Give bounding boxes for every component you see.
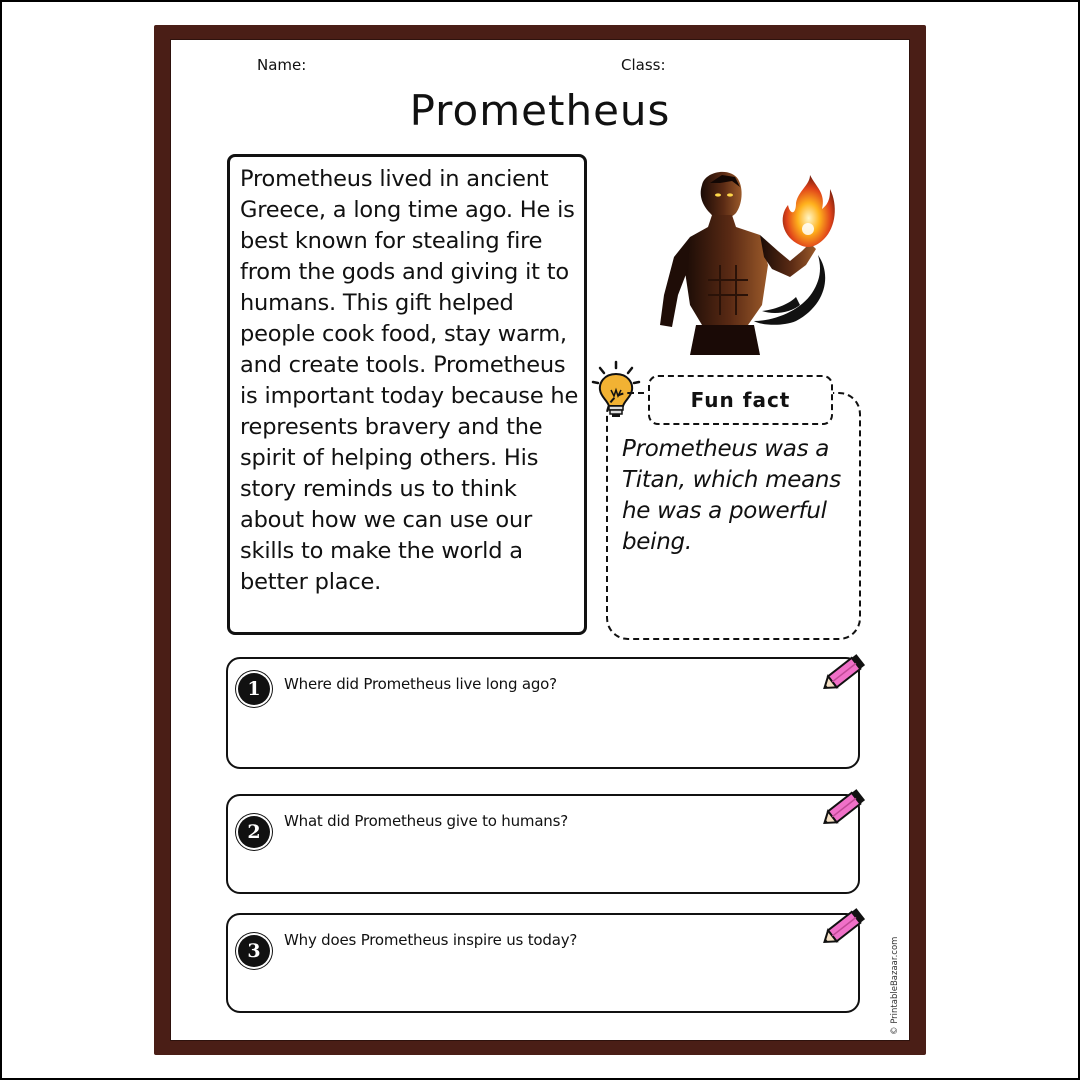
prometheus-figure-illustration: [650, 165, 840, 355]
class-label: Class:: [621, 56, 666, 74]
question-3-answer-box[interactable]: [226, 913, 860, 1013]
question-3-number-badge: 3: [238, 935, 270, 967]
name-label: Name:: [257, 56, 307, 74]
copyright-watermark: © PrintableBazaar.com: [890, 936, 900, 1035]
question-1-answer-box[interactable]: [226, 657, 860, 769]
question-1-text: Where did Prometheus live long ago?: [284, 675, 557, 693]
pencil-icon: [818, 785, 870, 833]
question-1-number-badge: 1: [238, 673, 270, 705]
question-2-text: What did Prometheus give to humans?: [284, 812, 568, 830]
pencil-icon: [818, 904, 870, 952]
question-3-text: Why does Prometheus inspire us today?: [284, 931, 578, 949]
question-2-answer-box[interactable]: [226, 794, 860, 894]
fun-fact-heading: Fun fact: [648, 375, 833, 425]
question-2-number-badge: 2: [238, 816, 270, 848]
page-title: Prometheus: [409, 86, 671, 135]
fun-fact-text: Prometheus was a Titan, which means he was a powerful being.: [622, 436, 841, 555]
pencil-icon: [818, 650, 870, 698]
reading-passage-text: Prometheus lived in ancient Greece, a long time ago. He is best known for stealing fire from the gods and giving it to humans. This gift helped people cook food, stay warm, and create tools. Prometheus is important today because he represents bravery and the spirit of helping others. His story reminds us to think about how we can use our skills to make the world a better place.: [240, 166, 579, 595]
